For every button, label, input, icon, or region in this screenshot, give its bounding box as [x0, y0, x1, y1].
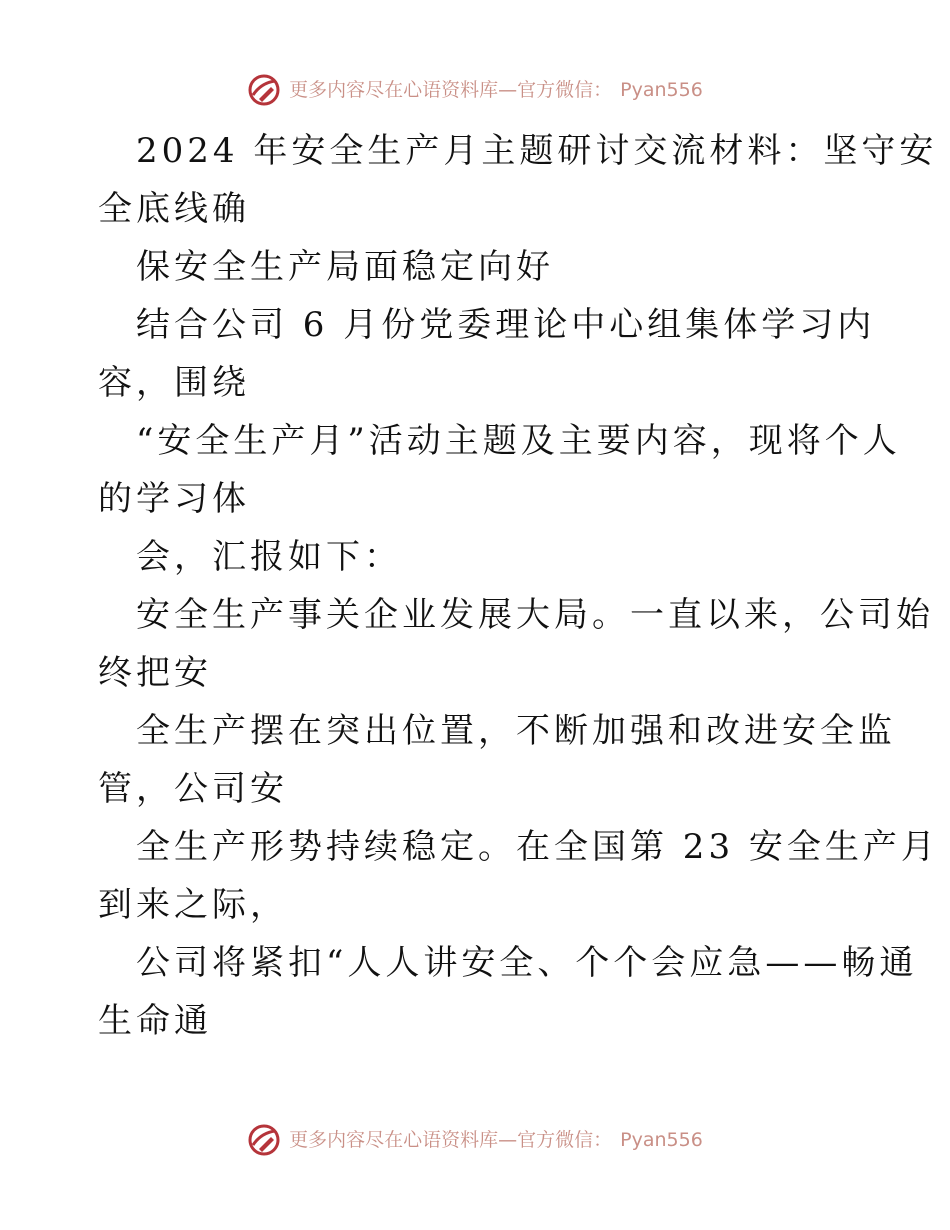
text-line: 全生产形势持续稳定。在全国第 23 安全生产月: [136, 827, 939, 867]
text-line: 保安全生产局面稳定向好: [136, 247, 554, 287]
text-line: 2024 年安全生产月主题研讨交流材料：坚守安: [136, 131, 938, 171]
watermark-wechat-id: Pyan556: [620, 1128, 703, 1151]
pen-logo-icon: [247, 1123, 281, 1157]
text-line: 结合公司 6 月份党委理论中心组集体学习内: [136, 305, 876, 345]
text-line: 到来之际，: [98, 885, 288, 925]
text-line: 全底线确: [98, 189, 250, 229]
footer-watermark: [0, 1120, 950, 1160]
watermark-wechat-id: Pyan556: [620, 78, 703, 101]
text-line: 管，公司安: [98, 769, 288, 809]
text-line: 终把安: [98, 653, 212, 693]
text-line: 的学习体: [98, 479, 250, 519]
header-watermark: [0, 70, 950, 110]
watermark-text: 更多内容尽在心语资料库—官方微信：: [289, 1128, 613, 1151]
text-line: 会，汇报如下：: [136, 537, 402, 577]
text-line: 容，围绕: [98, 363, 250, 403]
pen-logo-icon: [247, 73, 281, 107]
text-line: 全生产摆在突出位置，不断加强和改进安全监: [136, 711, 896, 751]
text-line: 安全生产事关企业发展大局。一直以来，公司始: [136, 595, 934, 635]
document-body: [98, 122, 939, 1050]
text-line: 公司将紧扣“人人讲安全、个个会应急——畅通: [136, 943, 918, 983]
text-line: “安全生产月”活动主题及主要内容，现将个人: [136, 421, 901, 461]
text-line: 生命通: [98, 1001, 212, 1041]
watermark-text: 更多内容尽在心语资料库—官方微信：: [289, 78, 613, 101]
